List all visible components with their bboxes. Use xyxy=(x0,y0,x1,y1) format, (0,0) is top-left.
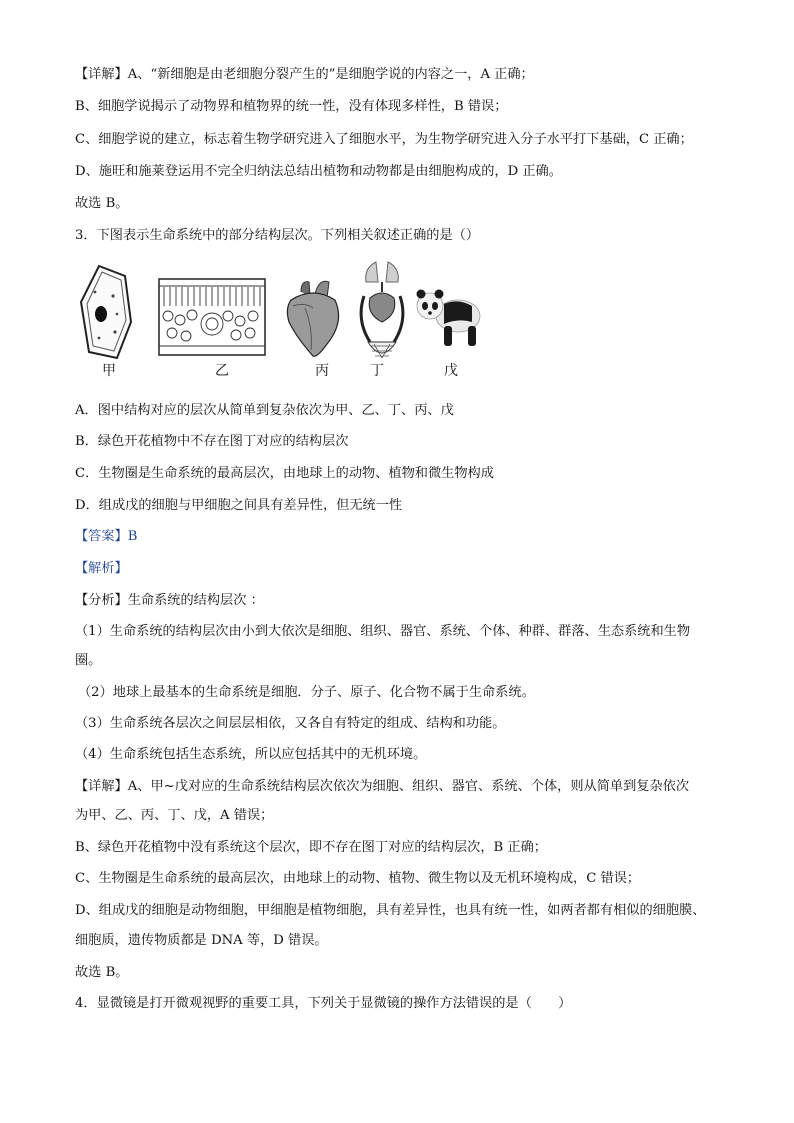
plant-cell-icon xyxy=(77,262,137,362)
answer-label: 【答案】B xyxy=(75,529,138,544)
figure-label-yi: 乙 xyxy=(215,363,229,379)
detail-line-b: B、细胞学说揭示了动物界和植物界的统一性，没有体现多样性，B 错误； xyxy=(75,99,508,114)
conclusion: 故选 B。 xyxy=(75,196,129,211)
figure-label-jia: 甲 xyxy=(102,363,116,379)
detail-line-c: C、细胞学说的建立，标志着生物学研究进入了细胞水平，为生物学研究进入分子水平打下基础，C 正确； xyxy=(75,132,693,147)
option-d: D．组成戊的细胞与甲细胞之间具有差异性，但无统一性 xyxy=(75,498,403,513)
detail-3-line-4: C、生物圈是生命系统的最高层次，由地球上的动物、植物、微生物以及无机环境构成，C 错误； xyxy=(75,871,641,886)
detail-line-a: 【详解】A、“新细胞是由老细胞分裂产生的”是细胞学说的内容之一，A 正确； xyxy=(75,67,534,82)
analysis-point-1-cont: 圈。 xyxy=(75,653,102,668)
circulatory-system-icon xyxy=(354,260,410,366)
analysis-point-3: （3）生命系统各层次之间层层相依，又各自有特定的组成、结构和功能。 xyxy=(75,716,506,731)
question-3-stem: 3．下图表示生命系统中的部分结构层次。下列相关叙述正确的是（） xyxy=(75,228,480,243)
detail-3-line-5: D、组成戊的细胞是动物细胞，甲细胞是植物细胞，具有差异性，也具有统一性，如两者都有相似的细胞膜、 xyxy=(75,903,706,918)
option-b: B．绿色开花植物中不存在图丁对应的结构层次 xyxy=(75,434,349,449)
figure-label-bing: 丙 xyxy=(315,363,329,379)
panda-icon xyxy=(414,282,484,350)
question-4-stem: 4．显微镜是打开微观视野的重要工具，下列关于显微镜的操作方法错误的是（ ） xyxy=(75,996,572,1011)
detail-line-d: D、施旺和施莱登运用不完全归纳法总结出植物和动物都是由细胞构成的，D 正确。 xyxy=(75,164,562,179)
detail-3-line-2: 为甲、乙、丙、丁、戊，A 错误； xyxy=(75,808,274,823)
analysis-heading: 【分析】生命系统的结构层次 ： xyxy=(75,593,264,608)
figure-label-wu: 戊 xyxy=(444,363,458,379)
analysis-point-2: （2）地球上最基本的生命系统是细胞．分子、原子、化合物不属于生命系统。 xyxy=(78,685,535,700)
option-c: C．生物圈是生命系统的最高层次，由地球上的动物、植物和微生物构成 xyxy=(75,466,494,481)
heart-organ-icon xyxy=(283,278,345,360)
question-3-conclusion: 故选 B。 xyxy=(75,965,129,980)
analysis-point-1: （1）生命系统的结构层次由小到大依次是细胞、组织、器官、系统、个体、种群、群落、生态系统和生物 xyxy=(75,624,691,639)
detail-3-line-1: 【详解】A、甲~戊对应的生命系统结构层次依次为细胞、组织、器官、系统、个体，则从简单到复杂依次 xyxy=(75,779,690,794)
structure-levels-figure xyxy=(75,260,495,384)
detail-3-line-3: B、绿色开花植物中没有系统这个层次，即不存在图丁对应的结构层次，B 正确； xyxy=(75,840,547,855)
leaf-tissue-icon xyxy=(158,278,266,356)
analysis-point-4: （4）生命系统包括生态系统，所以应包括其中的无机环境。 xyxy=(75,747,427,762)
detail-3-line-6: 细胞质，遗传物质都是 DNA 等，D 错误。 xyxy=(75,933,328,948)
option-a: A．图中结构对应的层次从简单到复杂依次为甲、乙、丁、丙、戊 xyxy=(75,403,454,418)
figure-label-ding: 丁 xyxy=(370,363,384,379)
analysis-label: 【解析】 xyxy=(75,561,128,576)
